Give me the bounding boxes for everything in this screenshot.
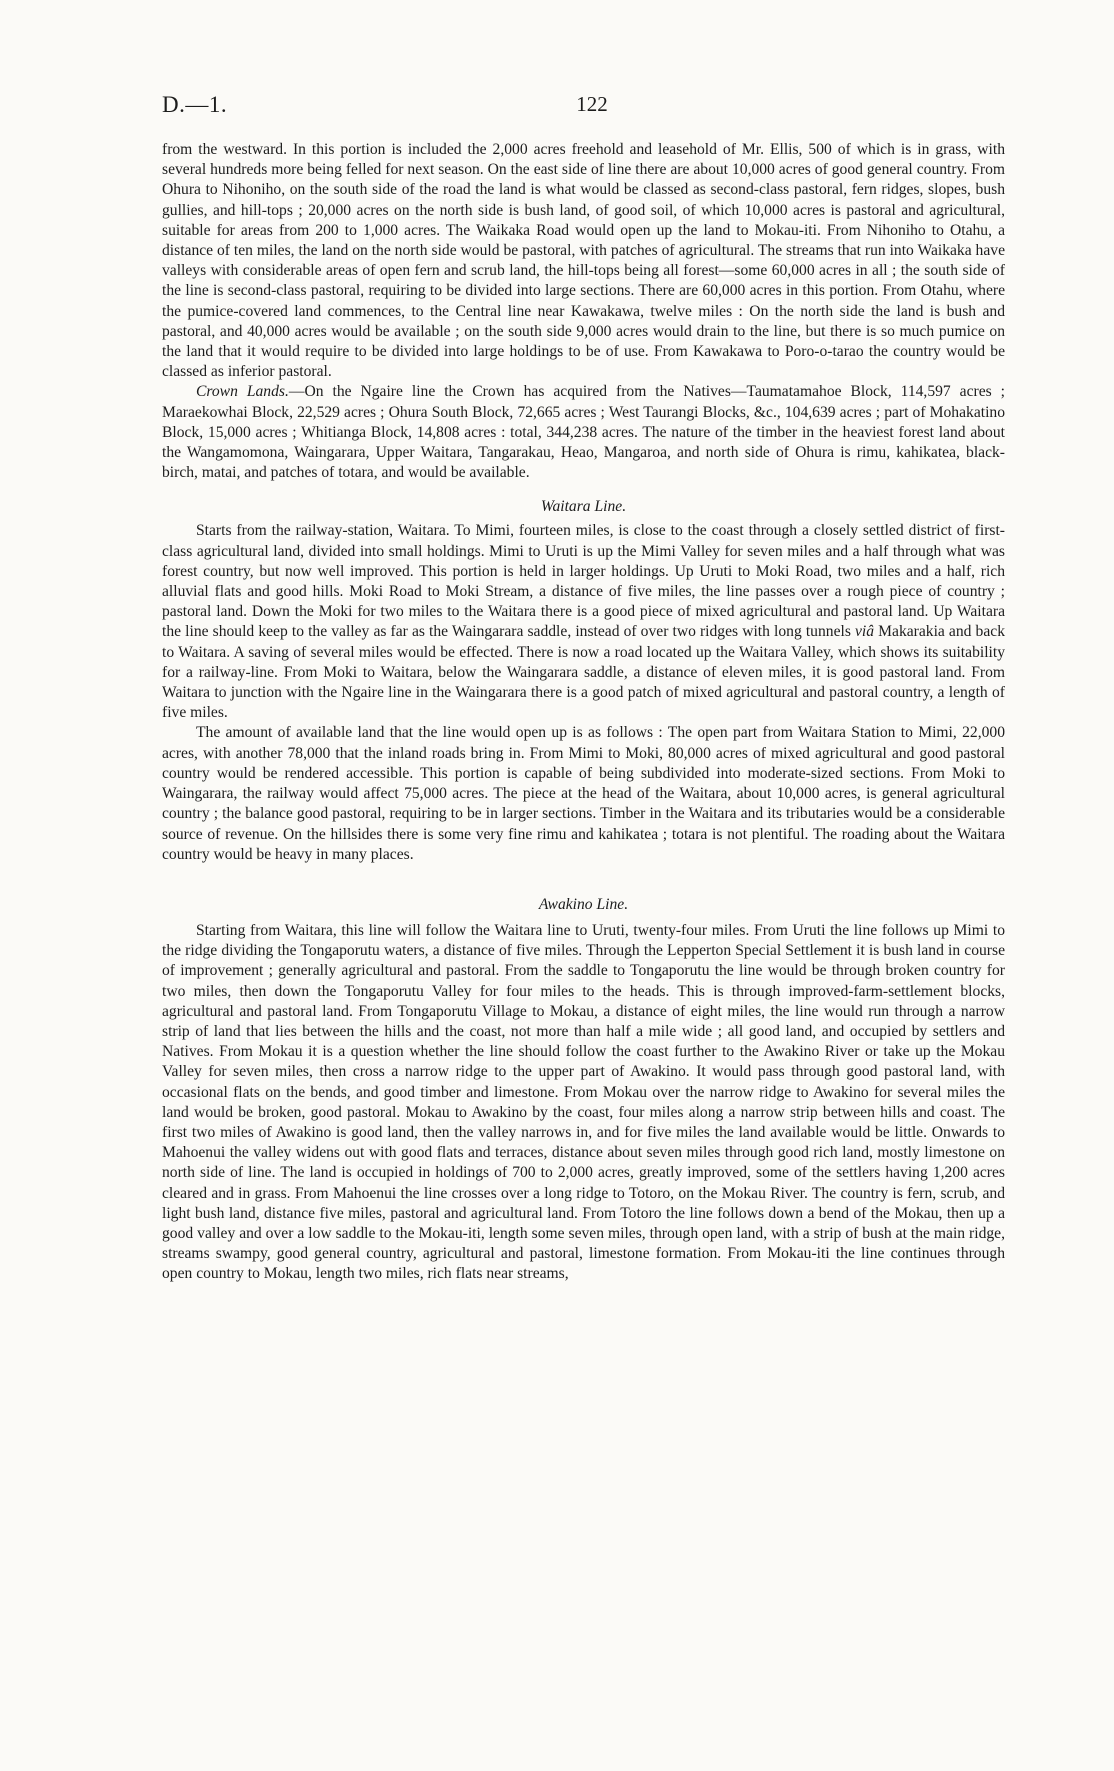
- body-text: [162, 140, 1005, 1285]
- paragraph-waitara-land: The amount of available land that the line would open up is as follows : The open part from Waitara Station to Mimi, 22,000 acres, with another 78,000 that the inland roads bring in. From Mimi to Moki, 80,000 acres of mixed agricultural and good pastoral country would be rendered accessible. This portion is capable of being subdivided into moderate-sized sections. From Moki to Waingarara, the railway would affect 75,000 acres. The piece at the head of the Waitara, about 10,000 acres, is general agricultural country ; the balance good pastoral, requiring to be in larger sections. Timber in the Waitara and its tributaries would be a considerable source of revenue. On the hillsides there is some very fine rimu and kahikatea ; totara is not plentiful. The roading about the Waitara country would be heavy in many places.: [162, 724, 1005, 863]
- paragraph-waitara-route: [162, 521, 1005, 723]
- paragraph-awakino-route: Starting from Waitara, this line will follow the Waitara line to Uruti, twenty-four miles. From Uruti the line follows up Mimi to the ridge dividing the Tongaporutu waters, a distance of five miles. Through the Lepperton Special Settlement it is bush land in course of improvement ; generally agricultural and pastoral. From the saddle to Tongaporutu the line would be through broken country for two miles, then down the Tongaporutu Valley for four miles to the heads. This is through improved-farm-settlement blocks, agricultural and pastoral land. From Tongaporutu Village to Mokau, a distance of eight miles, the line would run through a narrow strip of land that lies between the hills and the coast, not more than half a mile wide ; all good land, and occupied by settlers and Natives. From Mokau it is a question whether the line should follow the coast further to the Awakino River or take up the Mokau Valley for seven miles, then cross a narrow ridge to the upper part of Awakino. It would pass through good pastoral land, with occasional flats on the bends, and good timber and limestone. From Mokau over the narrow ridge to Awakino for several miles the land would be broken, good pastoral. Mokau to Awakino by the coast, four miles along a narrow strip between hills and coast. The first two miles of Awakino is good land, then the valley narrows in, and for five miles the land available would be little. Onwards to Mahoenui the valley widens out with good flats and terraces, distance about seven miles through good rich land, mostly limestone on north side of line. The land is occupied in holdings of 700 to 2,000 acres, greatly improved, some of the settlers having 1,200 acres cleared and in grass. From Mahoenui the line crosses over a long ridge to Totoro, on the Mokau River. The country is fern, scrub, and light bush land, distance five miles, pastoral and agricultural land. From Totoro the line follows down a bend of the Mokau, then up a good valley and over a low saddle to the Mokau-iti, length some seven miles, through open land, with a strip of bush at the main ridge, streams swampy, good general country, agricultural and pastoral, limestone formation. From Mokau-iti the line continues through open country to Mokau, length two miles, rich flats near streams,: [162, 921, 1005, 1283]
- section-heading-waitara: Waitara Line.: [540, 498, 627, 516]
- page-number: 122: [576, 92, 608, 116]
- section-heading-awakino: Awakino Line.: [538, 895, 629, 913]
- document-id: D.—1.: [162, 92, 228, 117]
- crown-lands-label: Crown Lands.: [196, 383, 289, 401]
- waitara-route-text-b: Makarakia and back to Waitara. A saving of several miles would be effected. There is now a road located up the Waitara Valley, which shows its suitability for a railway-line. From Moki to Waitara, below the Waingarara saddle, a distance of eleven miles, it is good pastoral land. From Waitara to junction with the Ngaire line in the Waingarara there is a good patch of mixed agricultural and pastoral country, a length of five miles.: [162, 623, 1005, 722]
- paragraph-continuation: from the westward. In this portion is included the 2,000 acres freehold and leasehold of Mr. Ellis, 500 of which is in grass, with several hundreds more being felled for next season. On the east side of line there are about 10,000 acres of good general country. From Ohura to Nihoniho, on the south side of the road the land is what would be classed as second-class pastoral, fern ridges, slopes, bush gullies, and hill-tops ; 20,000 acres on the north side is bush land, of good soil, of which 10,000 acres is pastoral and agricultural, suitable for areas from 200 to 1,000 acres. The Waikaka Road would open up the land to Mokau-iti. From Nihoniho to Otahu, a distance of ten miles, the land on the north side would be pastoral, with patches of agricultural. The streams that run into Waikaka have valleys with considerable areas of open fern and scrub land, the hill-tops being all forest—some 60,000 acres in all ; the south side of the line is second-class pastoral, requiring to be divided into large sections. There are 60,000 acres in this portion. From Otahu, where the pumice-covered land commences, to the Central line near Kawakawa, twelve miles : On the north side the land is bush and pastoral, and 40,000 acres would be available ; on the south side 9,000 acres would drain to the line, but there is so much pumice on the land that it would require to be divided into large holdings to be of use. From Kawakawa to Poro-o-tarao the country would be classed as inferior pastoral.: [162, 141, 1005, 381]
- crown-lands-text: —On the Ngaire line the Crown has acquired from the Natives—Taumatamahoe Block, 114,597 acres ; Maraekowhai Block, 22,529 acres ; Ohura South Block, 72,665 acres ; West Taurangi Blocks, &c., 104,639 acres ; part of Mohakatino Block, 15,000 acres ; Whitianga Block, 14,808 acres : total, 344,238 acres. The nature of the timber in the heaviest forest land about the Wangamomona, Waingarara, Upper Waitara, Tangarakau, Heao, Mangaroa, and north side of Ohura is rimu, kahikatea, black-birch, matai, and patches of totara, and would be available.: [162, 383, 1005, 482]
- via-word: viâ: [855, 623, 875, 641]
- page-header: [162, 92, 1022, 122]
- paragraph-crown-lands: [162, 382, 1005, 483]
- waitara-route-text-a: Starts from the railway-station, Waitara. To Mimi, fourteen miles, is close to the coast through a closely settled district of first-class agricultural land, divided into small holdings. Mimi to Uruti is up the Mimi Valley for seven miles and a half through what was forest country, but now well improved. This portion is held in larger holdings. Up Uruti to Moki Road, two miles and a half, rich alluvial flats and good hills. Moki Road to Moki Stream, a distance of five miles, the line passes over a rough piece of country ; pastoral land. Down the Moki for two miles to the Waitara there is a good piece of mixed agricultural and pastoral land. Up Waitara the line should keep to the valley as far as the Waingarara saddle, instead of over two ridges with long tunnels: [162, 522, 1005, 641]
